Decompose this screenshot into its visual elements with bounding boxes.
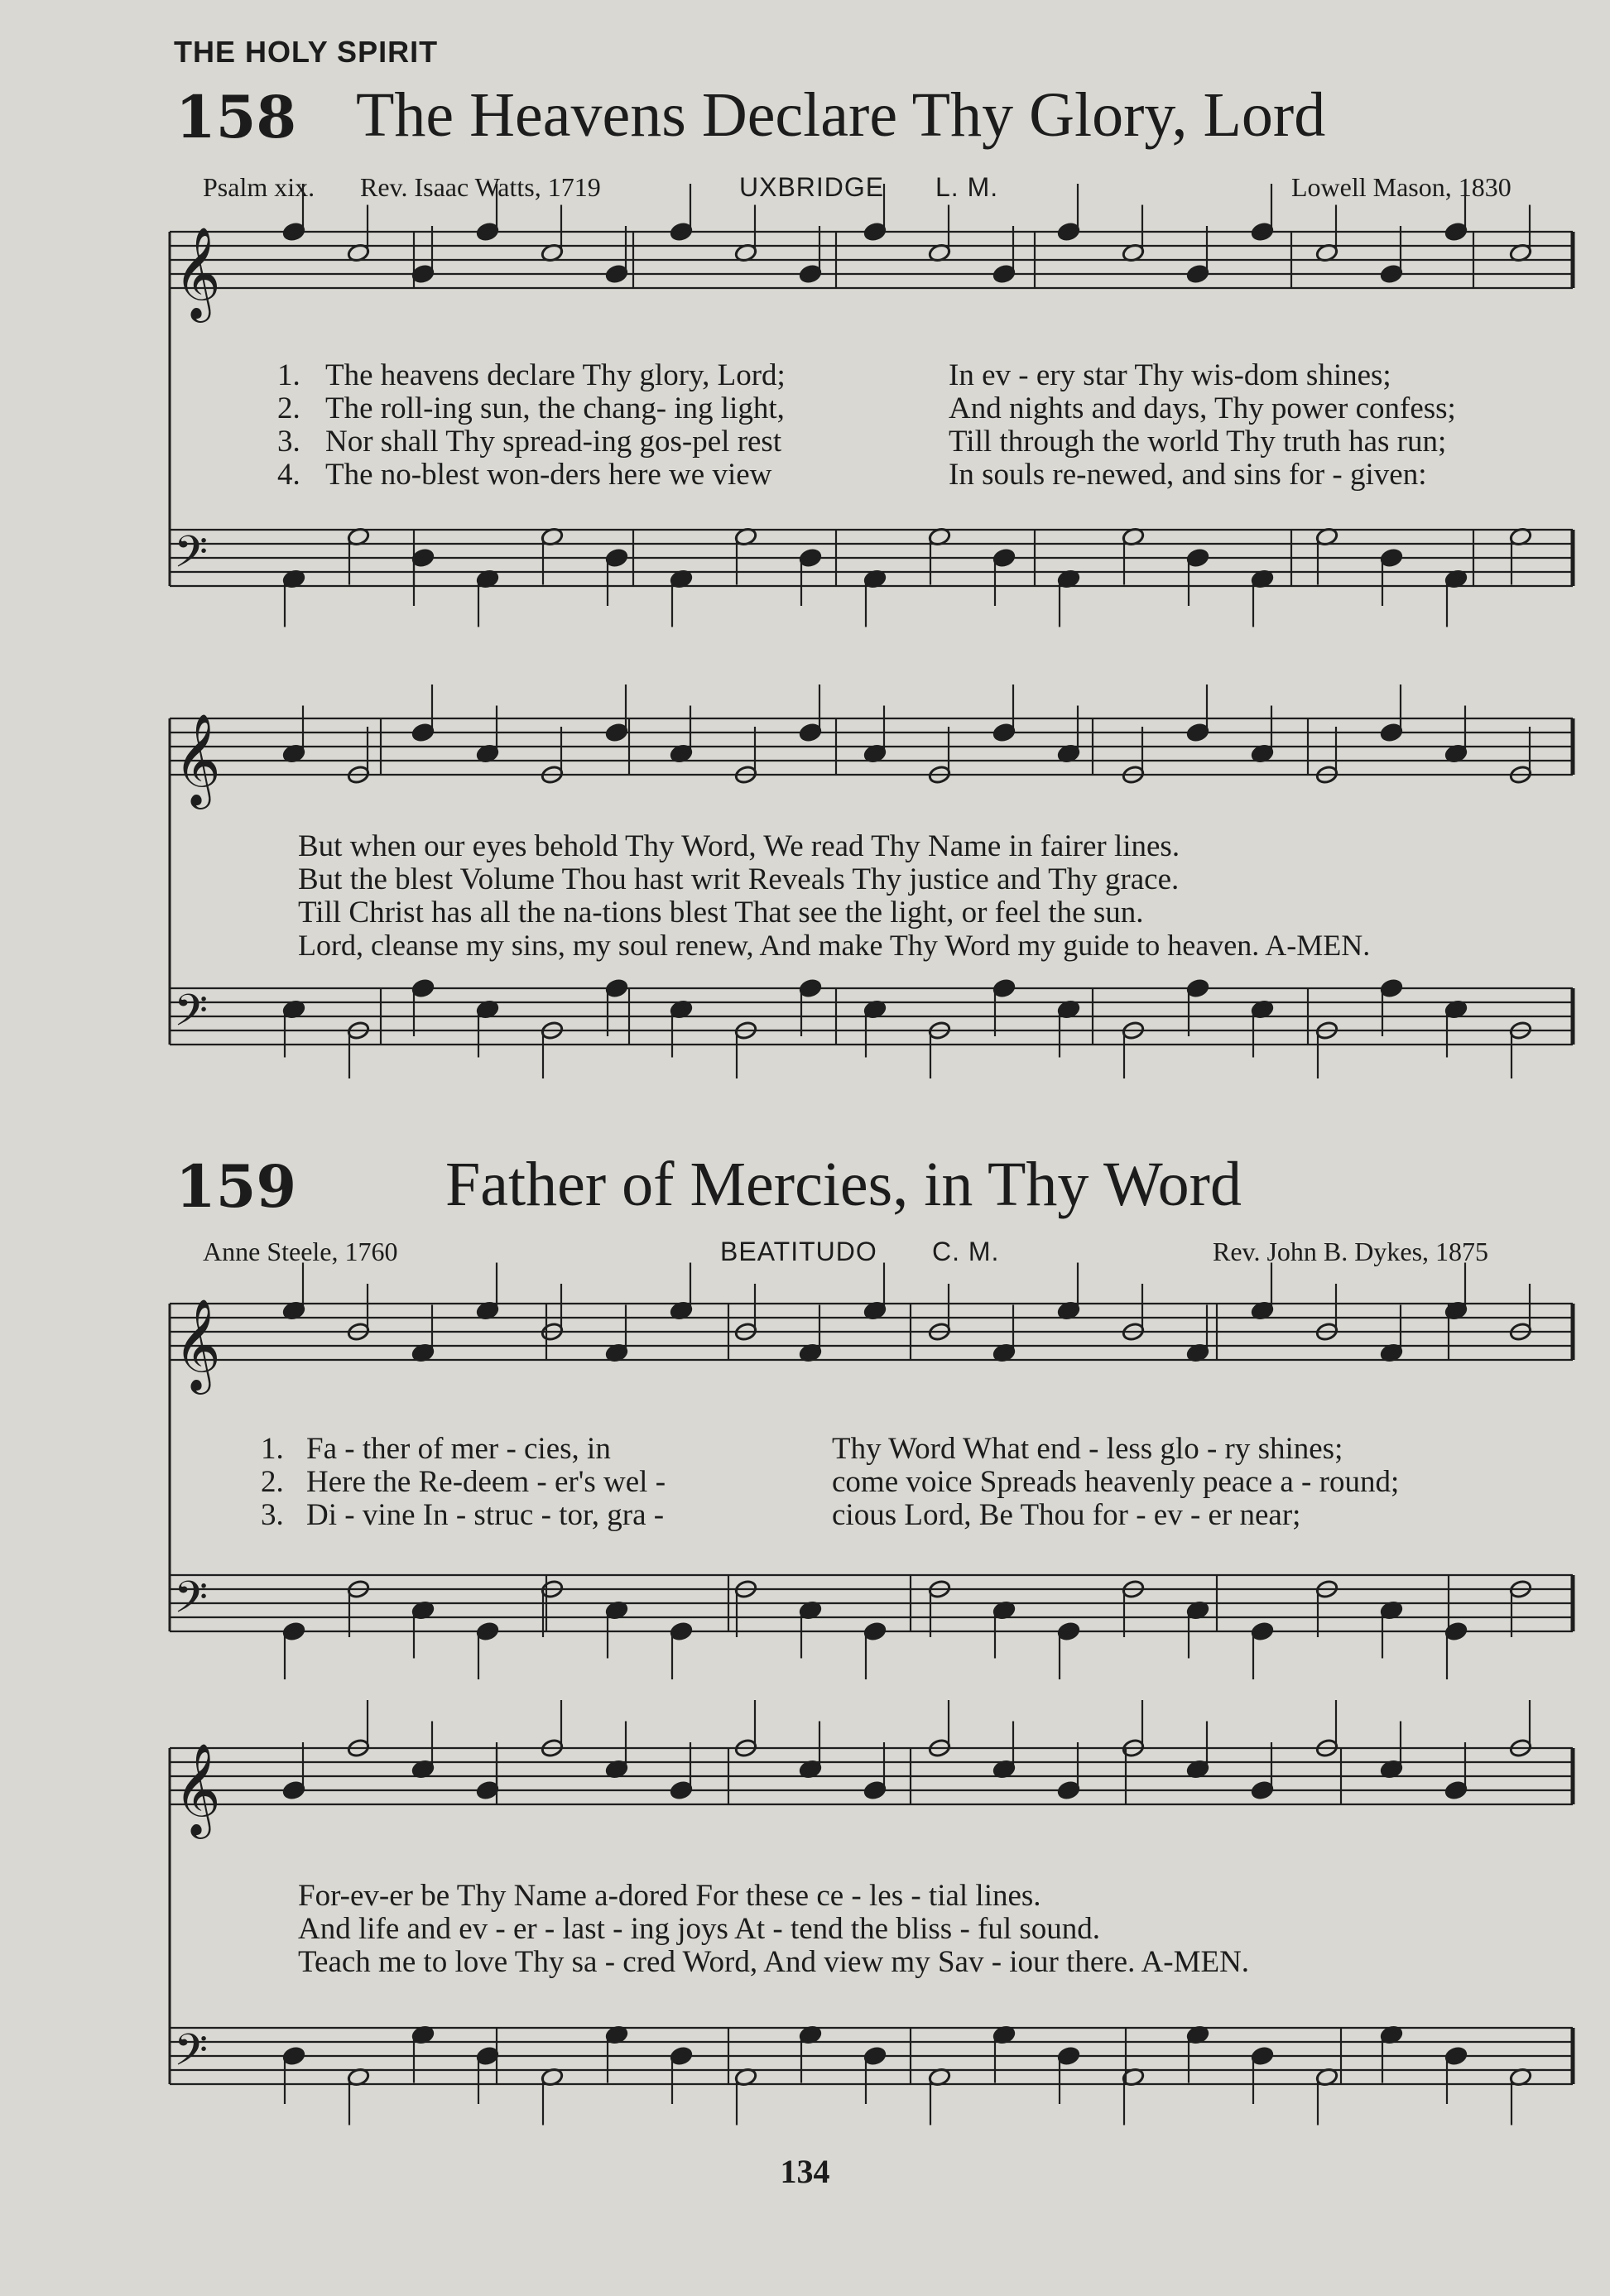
- bass-clef: 𝄢: [174, 2025, 209, 2087]
- hymn-159-verse-2-num: 2.: [261, 1465, 284, 1499]
- bass-clef: 𝄢: [174, 527, 209, 588]
- treble-clef: 𝄞: [174, 1298, 221, 1391]
- page-number: 134: [780, 2153, 830, 2190]
- treble-clef: 𝄞: [174, 1742, 221, 1835]
- hymn-158-verse-1-b: In ev - ery star Thy wis-dom shines;: [949, 358, 1391, 392]
- hymn-159-verse-3-b: cious Lord, Be Thou for - ev - er near;: [832, 1498, 1301, 1532]
- hymn-158-line-2-verse-1: But when our eyes behold Thy Word, We read Thy Name in fairer lines.: [298, 829, 1180, 863]
- hymn-159-verse-2-b: come voice Spreads heavenly peace a - round;: [832, 1465, 1400, 1499]
- hymn-159-verse-1-num: 1.: [261, 1432, 284, 1466]
- hymn-159-verse-3-a: Di - vine In - struc - tor, gra -: [306, 1498, 665, 1532]
- hymn-159-verse-1-a: Fa - ther of mer - cies, in: [306, 1432, 611, 1466]
- treble-clef: 𝄞: [174, 713, 221, 805]
- hymn-159-title: Father of Mercies, in Thy Word: [445, 1150, 1242, 1219]
- hymn-158-title: The Heavens Declare Thy Glory, Lord: [356, 80, 1326, 150]
- hymn-158-line-2-verse-4: Lord, cleanse my sins, my soul renew, And make Thy Word my guide to heaven. A-MEN.: [298, 929, 1371, 962]
- hymn-158-verse-1-a: The heavens declare Thy glory, Lord;: [325, 358, 786, 392]
- hymn-158-verse-2-b: And nights and days, Thy power confess;: [949, 391, 1456, 425]
- hymn-158-verse-3-b: Till through the world Thy truth has run;: [949, 425, 1447, 459]
- hymn-158-verse-4-a: The no-blest won-ders here we view: [325, 458, 772, 492]
- hymn-158-line-2-verse-3: Till Christ has all the na-tions blest That see the light, or feel the sun.: [298, 896, 1144, 929]
- hymn-158-composer: Lowell Mason, 1830: [1291, 172, 1511, 202]
- hymn-158-text-source: Psalm xix.: [203, 172, 315, 202]
- bass-clef: 𝄢: [174, 986, 209, 1047]
- hymn-158-verse-1-num: 1.: [277, 358, 300, 392]
- hymn-159-line-2-verse-1: For-ev-er be Thy Name a-dored For these ce - les - tial lines.: [298, 1879, 1041, 1913]
- treble-clef: 𝄞: [174, 226, 221, 319]
- hymn-159-meter: C. M.: [932, 1237, 1000, 1266]
- hymn-159-line-2-verse-2: And life and ev - er - last - ing joys At - tend the bliss - ful sound.: [298, 1912, 1101, 1946]
- hymn-158-meter: L. M.: [935, 172, 999, 202]
- hymn-158-verse-3-a: Nor shall Thy spread-ing gos-pel rest: [325, 425, 782, 459]
- hymn-159-verse-3-num: 3.: [261, 1498, 284, 1532]
- hymn-158-tune: UXBRIDGE: [739, 172, 885, 202]
- hymn-159-composer: Rev. John B. Dykes, 1875: [1213, 1237, 1489, 1266]
- hymn-158-author: Rev. Isaac Watts, 1719: [360, 172, 601, 202]
- hymn-158-verse-2-a: The roll-ing sun, the chang- ing light,: [325, 391, 785, 425]
- hymn-159-verse-2-a: Here the Re-deem - er's wel -: [306, 1465, 666, 1499]
- hymn-159-tune: BEATITUDO: [720, 1237, 877, 1266]
- hymn-158-verse-2-num: 2.: [277, 391, 300, 425]
- hymn-158-line-2-verse-2: But the blest Volume Thou hast writ Reveals Thy justice and Thy grace.: [298, 862, 1180, 896]
- section-heading: THE HOLY SPIRIT: [174, 35, 439, 69]
- bass-clef: 𝄢: [174, 1573, 209, 1634]
- hymn-159-author: Anne Steele, 1760: [203, 1237, 398, 1266]
- hymn-159-verse-1-b: Thy Word What end - less glo - ry shines;: [832, 1432, 1343, 1466]
- hymn-158-verse-3-num: 3.: [277, 425, 300, 459]
- hymn-159-line-2-verse-3: Teach me to love Thy sa - cred Word, And view my Sav - iour there. A-MEN.: [298, 1945, 1250, 1979]
- hymn-159-number: 159: [175, 1152, 297, 1221]
- hymn-158-verse-4-b: In souls re-newed, and sins for - given:: [949, 458, 1427, 492]
- hymn-158-number: 158: [175, 83, 297, 151]
- hymn-158-verse-4-num: 4.: [277, 458, 300, 492]
